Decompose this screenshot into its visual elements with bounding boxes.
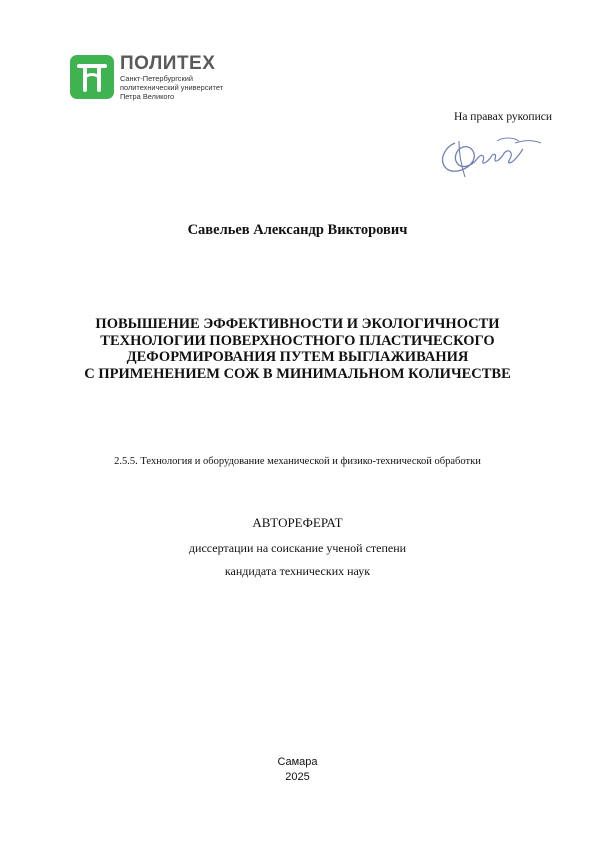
document-purpose: диссертации на соискание ученой степени: [188, 541, 407, 555]
title-line: ПОВЫШЕНИЕ ЭФФЕКТИВНОСТИ И ЭКОЛОГИЧНОСТИ: [95, 316, 500, 332]
city: Самара: [277, 756, 318, 768]
document-type: АВТОРЕФЕРАТ: [252, 515, 343, 530]
university-logo: [70, 55, 270, 105]
rights-note: На правах рукописи: [454, 111, 552, 123]
logo-subtitle: [120, 74, 270, 101]
title-line: ДЕФОРМИРОВАНИЯ ПУТЕМ ВЫГЛАЖИВАНИЯ: [126, 349, 469, 365]
specialty-code: 2.5.5. Технология и оборудование механической и физико-технической обработки: [114, 456, 481, 467]
logo-subtitle-line: политехнический университет: [120, 83, 224, 92]
polytech-logo-icon: [70, 55, 114, 99]
author-name: Савельев Александр Викторович: [187, 222, 408, 238]
logo-subtitle-line: Петра Великого: [120, 92, 175, 101]
logo-name: ПОЛИТЕХ: [120, 53, 216, 74]
academic-degree: кандидата технических наук: [224, 564, 371, 578]
year: 2025: [285, 771, 310, 783]
logo-subtitle-line: Санкт-Петербургский: [120, 74, 193, 83]
title-line: ТЕХНОЛОГИИ ПОВЕРХНОСТНОГО ПЛАСТИЧЕСКОГО: [100, 332, 495, 349]
handwritten-signature: [437, 133, 547, 181]
title-line: С ПРИМЕНЕНИЕМ СОЖ В МИНИМАЛЬНОМ КОЛИЧЕСТВЕ: [84, 365, 511, 382]
dissertation-title: [0, 316, 595, 382]
